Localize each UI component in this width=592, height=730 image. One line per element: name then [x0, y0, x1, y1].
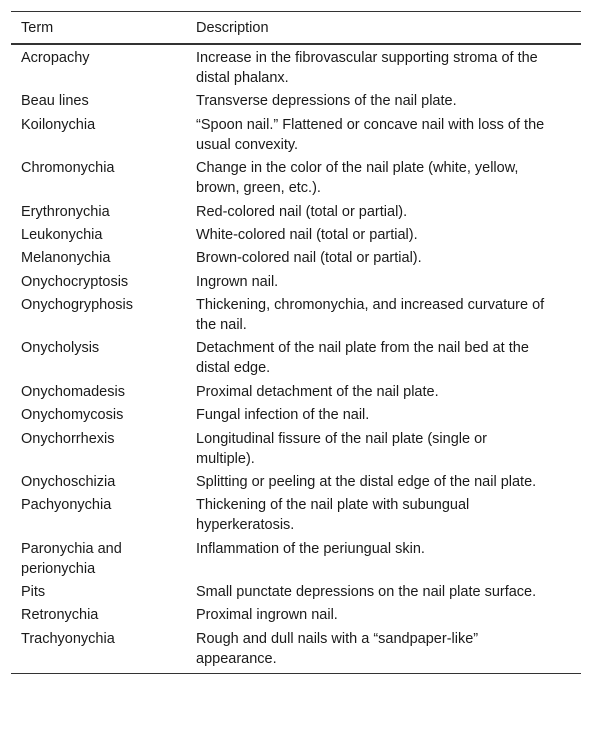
- table-bottom-rule: [11, 673, 581, 674]
- table-row: [11, 113, 581, 156]
- table-row: [11, 494, 581, 537]
- table-row: [11, 427, 581, 470]
- description-cell: Brown-colored nail (total or partial).: [196, 250, 422, 267]
- term-cell: Pachyonychia: [21, 497, 112, 514]
- description-cell: Small punctate depressions on the nail plate surface.: [196, 584, 537, 600]
- term-cell: Erythronychia: [21, 203, 110, 220]
- term-cell: Pits: [21, 584, 46, 600]
- table-row: [11, 247, 581, 270]
- table-row: [11, 380, 581, 403]
- description-cell: Ingrown nail.: [196, 273, 279, 290]
- term-cell: Onychocryptosis: [21, 273, 129, 290]
- term-cell: Beau lines: [21, 93, 89, 110]
- term-cell: Trachyonychia: [21, 630, 115, 647]
- description-cell: Thickening of the nail plate with subungual hyperkeratosis.: [196, 497, 470, 534]
- nail-terms-table: [11, 11, 581, 673]
- description-cell: Longitudinal fissure of the nail plate (single or multiple).: [196, 430, 487, 467]
- table-header: [11, 12, 581, 45]
- table-row: [11, 293, 581, 336]
- description-cell: Splitting or peeling at the distal edge of the nail plate.: [196, 473, 537, 490]
- table-row: [11, 627, 581, 673]
- table-row: [11, 470, 581, 493]
- table-row: [11, 580, 581, 603]
- table-row: [11, 403, 581, 426]
- table-row: [11, 604, 581, 627]
- term-cell: Melanonychia: [21, 250, 111, 267]
- description-cell: Inflammation of the periungual skin.: [196, 540, 425, 557]
- table-row: [11, 200, 581, 223]
- nail-terms-table-container: [11, 11, 581, 674]
- description-cell: Fungal infection of the nail.: [196, 407, 370, 424]
- term-cell: Retronychia: [21, 607, 99, 624]
- description-column-header: Description: [196, 19, 269, 36]
- description-cell: “Spoon nail.” Flattened or concave nail with loss of the usual convexity.: [196, 116, 545, 153]
- table-row: [11, 223, 581, 246]
- header-row: [11, 12, 581, 45]
- term-cell: Onychogryphosis: [21, 297, 134, 313]
- description-cell: Red-colored nail (total or partial).: [196, 203, 408, 220]
- description-cell: Transverse depressions of the nail plate.: [196, 93, 457, 110]
- table-row: [11, 537, 581, 580]
- table-row: [11, 337, 581, 380]
- term-cell: Onychoschizia: [21, 473, 116, 490]
- term-cell: Paronychia and perionychia: [21, 540, 122, 577]
- description-cell: Increase in the fibrovascular supporting stroma of the distal phalanx.: [196, 50, 538, 86]
- description-cell: Rough and dull nails with a “sandpaper-like” appearance.: [196, 630, 479, 667]
- term-column-header: Term: [21, 19, 54, 36]
- term-cell: Chromonychia: [21, 160, 115, 177]
- term-cell: Onychorrhexis: [21, 430, 115, 447]
- table-row: [11, 156, 581, 199]
- description-cell: Change in the color of the nail plate (white, yellow, brown, green, etc.).: [196, 160, 519, 197]
- description-cell: White-colored nail (total or partial).: [196, 226, 418, 243]
- term-cell: Leukonychia: [21, 226, 103, 243]
- table-row: [11, 90, 581, 113]
- term-cell: Acropachy: [21, 50, 90, 66]
- description-cell: Thickening, chromonychia, and increased curvature of the nail.: [196, 297, 545, 333]
- term-cell: Onychomadesis: [21, 383, 125, 400]
- description-cell: Proximal detachment of the nail plate.: [196, 383, 439, 400]
- table-body: [11, 44, 581, 673]
- term-cell: Koilonychia: [21, 116, 96, 133]
- term-cell: Onycholysis: [21, 340, 100, 357]
- description-cell: Detachment of the nail plate from the nail bed at the distal edge.: [196, 340, 529, 377]
- table-row: [11, 44, 581, 90]
- table-row: [11, 270, 581, 293]
- term-cell: Onychomycosis: [21, 407, 124, 424]
- description-cell: Proximal ingrown nail.: [196, 607, 338, 624]
